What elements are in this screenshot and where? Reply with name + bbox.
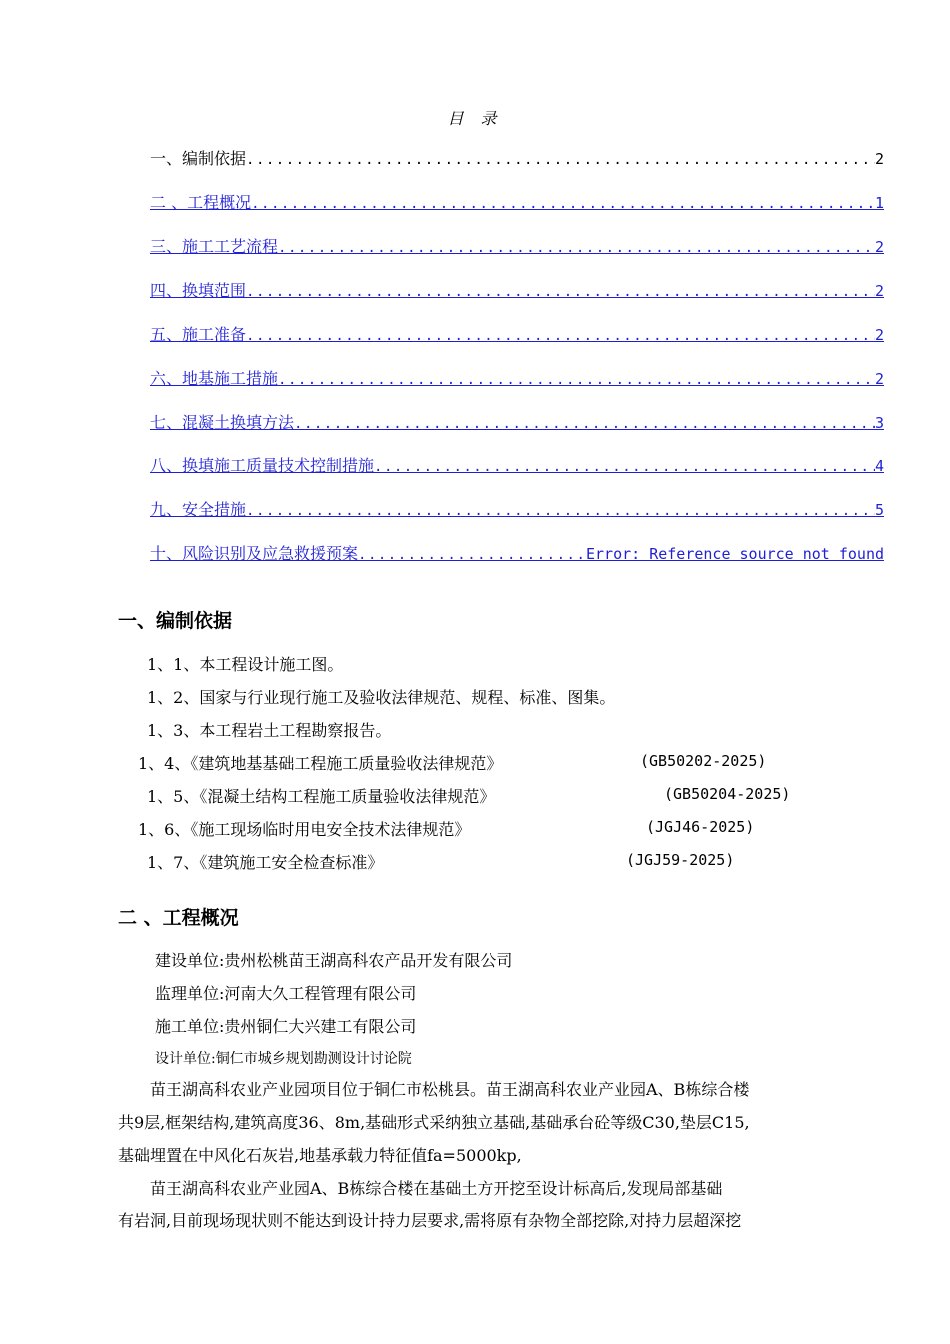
toc-entry-label: 八、换填施工质量技术控制措施 bbox=[150, 456, 375, 475]
toc-entry[interactable] bbox=[150, 410, 884, 434]
toc-entry-label: 一、编制依据 bbox=[150, 149, 247, 168]
toc-entry[interactable] bbox=[150, 278, 884, 302]
section-heading-overview: 二 、工程概况 bbox=[118, 907, 239, 929]
toc-entry-label: 二 、工程概况 bbox=[150, 193, 252, 212]
toc-entry-label: 四、换填范围 bbox=[150, 281, 247, 300]
toc-entry[interactable] bbox=[150, 366, 884, 390]
toc-leader-dots bbox=[294, 416, 875, 432]
toc-leader-dots bbox=[278, 240, 875, 256]
basis-standard-code: (GB50202-2025) bbox=[640, 752, 767, 770]
paragraph-line: 苗王湖高科农业产业园A、B栋综合楼在基础土方开挖至设计标高后,发现局部基础 bbox=[118, 1179, 723, 1198]
basis-item: 1、3、本工程岩土工程勘察报告。 bbox=[147, 721, 392, 740]
toc-leader-dots bbox=[246, 503, 875, 519]
toc-leader-dots bbox=[246, 328, 875, 344]
toc-entry[interactable] bbox=[150, 453, 884, 477]
toc-entry-page: 2 bbox=[874, 326, 884, 344]
unit-line: 建设单位:贵州松桃苗王湖高科农产品开发有限公司 bbox=[155, 951, 513, 970]
paragraph-line: 有岩洞,目前现场现状则不能达到设计持力层要求,需将原有杂物全部挖除,对持力层超深挖 bbox=[118, 1211, 742, 1230]
toc-entry-label: 三、施工工艺流程 bbox=[150, 237, 279, 256]
toc-entry-label: 五、施工准备 bbox=[150, 325, 247, 344]
toc-entry[interactable] bbox=[150, 190, 884, 214]
toc-entry-page: 2 bbox=[874, 282, 884, 300]
toc-entry-page: 2 bbox=[874, 370, 884, 388]
toc-entry-page: 2 bbox=[874, 238, 884, 256]
toc-leader-dots bbox=[358, 547, 586, 563]
toc-leader-dots bbox=[278, 372, 875, 388]
toc-entry-label: 七、混凝土换填方法 bbox=[150, 413, 295, 432]
unit-line: 施工单位:贵州铜仁大兴建工有限公司 bbox=[155, 1017, 417, 1036]
basis-standard-code: (JGJ59-2025) bbox=[626, 851, 735, 869]
toc-entry bbox=[150, 146, 884, 170]
toc-entry-page: 5 bbox=[874, 501, 884, 519]
toc-entry-page: 2 bbox=[874, 150, 884, 168]
toc-entry[interactable] bbox=[150, 541, 884, 565]
toc-leader-dots bbox=[374, 459, 875, 475]
toc-entry-label: 六、地基施工措施 bbox=[150, 369, 279, 388]
paragraph-line: 基础埋置在中风化石灰岩,地基承载力特征值fa=5000kp, bbox=[118, 1146, 522, 1165]
toc-leader-dots bbox=[246, 152, 875, 168]
toc-leader-dots bbox=[246, 284, 875, 300]
toc-entry-page: 3 bbox=[874, 414, 884, 432]
basis-standard-code: (GB50204-2025) bbox=[664, 785, 791, 803]
basis-item: 1、4、《建筑地基基础工程施工质量验收法律规范》 bbox=[138, 754, 503, 773]
paragraph-line: 苗王湖高科农业产业园项目位于铜仁市松桃县。苗王湖高科农业产业园A、B栋综合楼 bbox=[118, 1080, 750, 1099]
basis-item: 1、2、国家与行业现行施工及验收法律规范、规程、标准、图集。 bbox=[147, 688, 616, 707]
toc-entry[interactable] bbox=[150, 497, 884, 521]
unit-line: 设计单位:铜仁市城乡规划勘测设计讨论院 bbox=[155, 1051, 412, 1067]
toc-entry[interactable] bbox=[150, 234, 884, 258]
toc-entry[interactable] bbox=[150, 322, 884, 346]
toc-entry-page: Error: Reference source not found bbox=[585, 545, 884, 563]
basis-standard-code: (JGJ46-2025) bbox=[646, 818, 755, 836]
toc-entry-label: 九、安全措施 bbox=[150, 500, 247, 519]
basis-item: 1、5、《混凝土结构工程施工质量验收法律规范》 bbox=[147, 787, 496, 806]
section-heading-basis: 一、编制依据 bbox=[118, 610, 233, 632]
toc-leader-dots bbox=[251, 196, 875, 212]
unit-line: 监理单位:河南大久工程管理有限公司 bbox=[155, 984, 417, 1003]
toc-entry-label: 十、风险识别及应急救援预案 bbox=[150, 544, 359, 563]
toc-entry-page: 4 bbox=[874, 457, 884, 475]
basis-item: 1、7、《建筑施工安全检查标准》 bbox=[147, 853, 384, 872]
paragraph-line: 共9层,框架结构,建筑高度36、8m,基础形式采纳独立基础,基础承台砼等级C30,垫层C15, bbox=[118, 1113, 750, 1132]
basis-item: 1、6、《施工现场临时用电安全技术法律规范》 bbox=[138, 820, 471, 839]
toc-title: 目 录 bbox=[447, 109, 503, 128]
basis-item: 1、1、本工程设计施工图。 bbox=[147, 655, 344, 674]
toc-entry-page: 1 bbox=[874, 194, 884, 212]
